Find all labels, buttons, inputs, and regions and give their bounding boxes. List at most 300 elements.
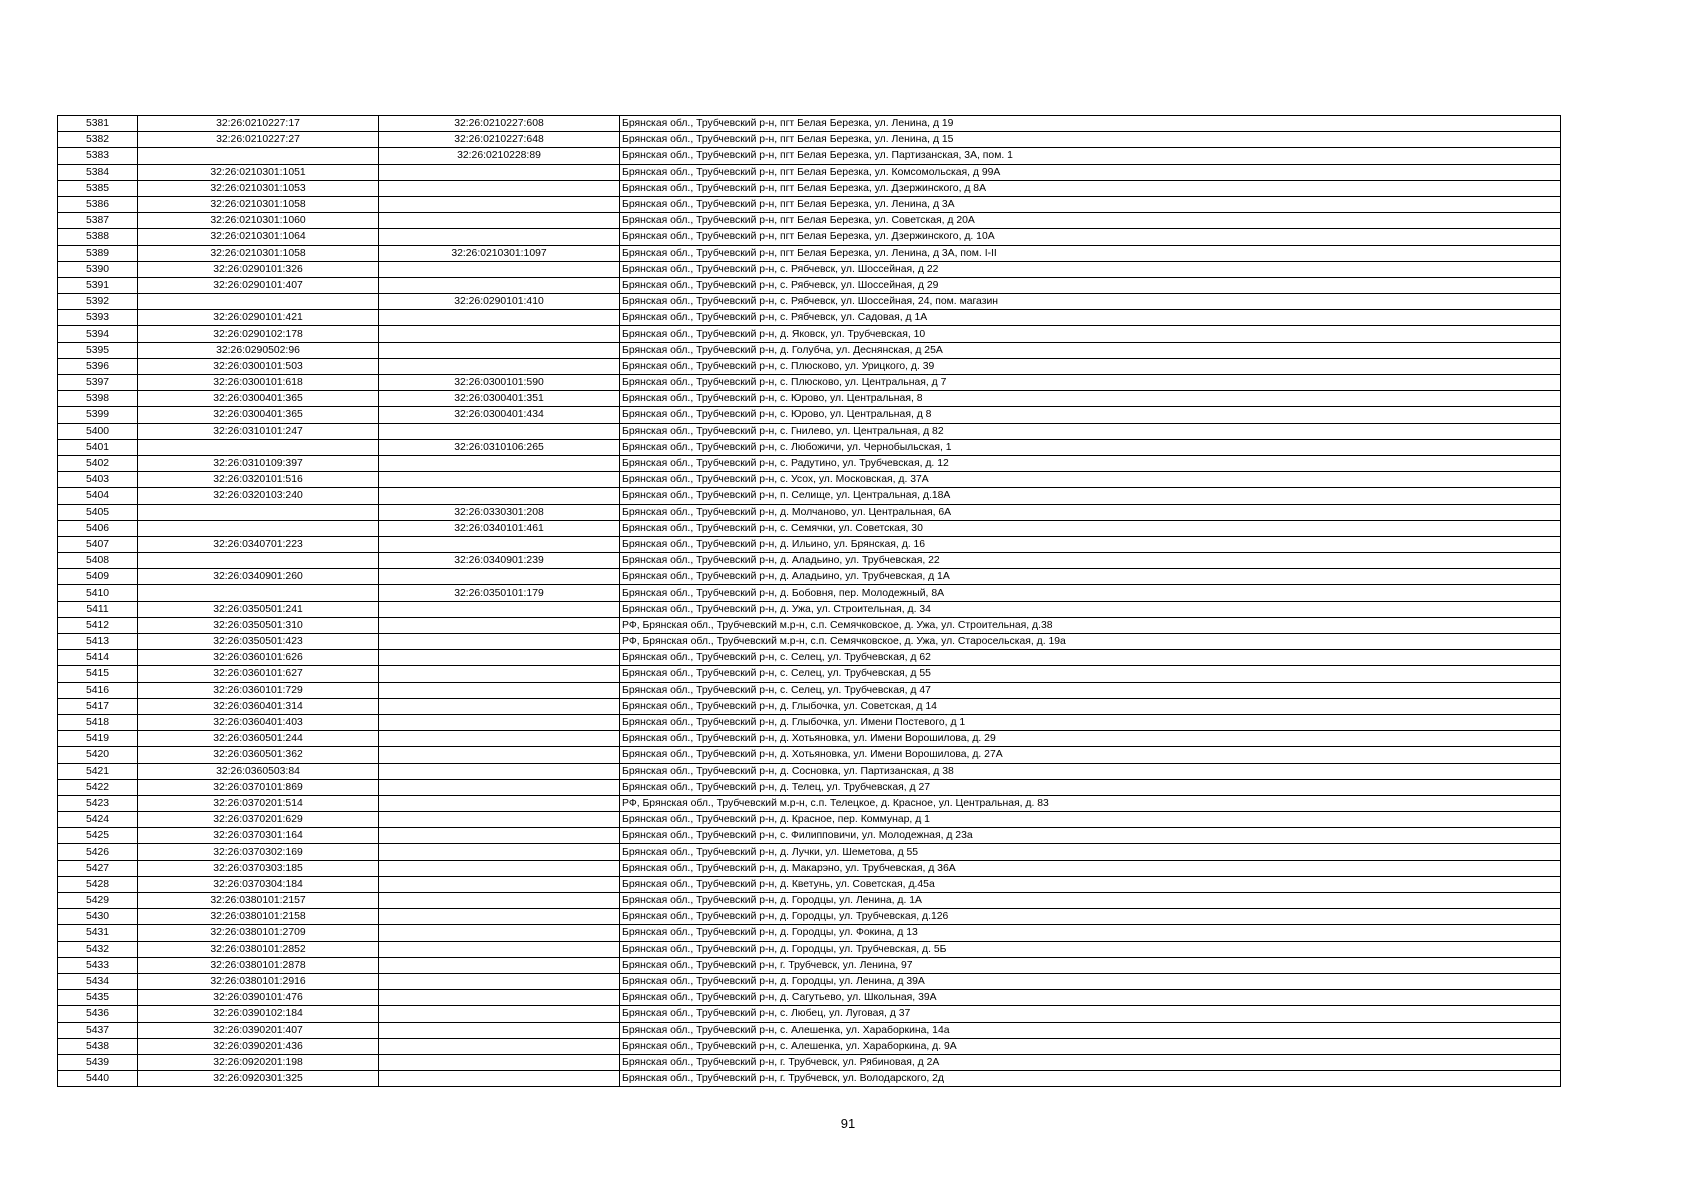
cadastral-number-cell: 32:26:0370101:869 — [138, 779, 379, 795]
building-cadastral-number-cell: 32:26:0210227:648 — [379, 132, 620, 148]
table-row — [58, 747, 1561, 763]
building-cadastral-number-cell — [379, 957, 620, 973]
row-number-cell: 5411 — [58, 601, 138, 617]
row-number-cell: 5430 — [58, 909, 138, 925]
row-number-cell: 5387 — [58, 213, 138, 229]
address-cell: Брянская обл., Трубчевский р-н, с. Селец, ул. Трубчевская, д 62 — [620, 650, 1561, 666]
table-row — [58, 472, 1561, 488]
cadastral-number-cell: 32:26:0380101:2158 — [138, 909, 379, 925]
cadastral-number-cell: 32:26:0210301:1058 — [138, 196, 379, 212]
address-cell: Брянская обл., Трубчевский р-н, с. Юрово, ул. Центральная, 8 — [620, 391, 1561, 407]
cadastral-number-cell: 32:26:0360101:729 — [138, 682, 379, 698]
building-cadastral-number-cell — [379, 213, 620, 229]
row-number-cell: 5386 — [58, 196, 138, 212]
row-number-cell: 5429 — [58, 893, 138, 909]
cadastral-number-cell: 32:26:0380101:2916 — [138, 973, 379, 989]
address-cell: Брянская обл., Трубчевский р-н, пгт Белая Березка, ул. Ленина, д 3А — [620, 196, 1561, 212]
building-cadastral-number-cell — [379, 196, 620, 212]
cadastral-number-cell — [138, 585, 379, 601]
row-number-cell: 5389 — [58, 245, 138, 261]
building-cadastral-number-cell — [379, 812, 620, 828]
row-number-cell: 5397 — [58, 375, 138, 391]
table-row — [58, 132, 1561, 148]
address-cell: Брянская обл., Трубчевский р-н, с. Рябчевск, ул. Шоссейная, д 29 — [620, 277, 1561, 293]
row-number-cell: 5416 — [58, 682, 138, 698]
row-number-cell: 5417 — [58, 698, 138, 714]
address-cell: Брянская обл., Трубчевский р-н, пгт Белая Березка, ул. Комсомольская, д 99А — [620, 164, 1561, 180]
table-row — [58, 213, 1561, 229]
cadastral-number-cell: 32:26:0380101:2157 — [138, 893, 379, 909]
building-cadastral-number-cell: 32:26:0210228:89 — [379, 148, 620, 164]
address-cell: Брянская обл., Трубчевский р-н, с. Плюсково, ул. Урицкого, д. 39 — [620, 358, 1561, 374]
table-row — [58, 196, 1561, 212]
building-cadastral-number-cell: 32:26:0300101:590 — [379, 375, 620, 391]
row-number-cell: 5425 — [58, 828, 138, 844]
cadastral-number-cell: 32:26:0290101:407 — [138, 277, 379, 293]
address-cell: Брянская обл., Трубчевский р-н, пгт Белая Березка, ул. Ленина, д 3А, пом. I-II — [620, 245, 1561, 261]
building-cadastral-number-cell — [379, 617, 620, 633]
table-row — [58, 488, 1561, 504]
cadastral-number-cell: 32:26:0360501:362 — [138, 747, 379, 763]
row-number-cell: 5422 — [58, 779, 138, 795]
address-cell: РФ, Брянская обл., Трубчевский м.р-н, с.п. Телецкое, д. Красное, ул. Центральная, д. 83 — [620, 795, 1561, 811]
address-cell: Брянская обл., Трубчевский р-н, с. Плюсково, ул. Центральная, д 7 — [620, 375, 1561, 391]
table-row — [58, 795, 1561, 811]
address-cell: Брянская обл., Трубчевский р-н, д. Кветунь, ул. Советская, д.45а — [620, 876, 1561, 892]
building-cadastral-number-cell — [379, 1038, 620, 1054]
row-number-cell: 5385 — [58, 180, 138, 196]
address-cell: Брянская обл., Трубчевский р-н, с. Филипповичи, ул. Молодежная, д 23а — [620, 828, 1561, 844]
row-number-cell: 5431 — [58, 925, 138, 941]
address-cell: Брянская обл., Трубчевский р-н, с. Усох, ул. Московская, д. 37А — [620, 472, 1561, 488]
building-cadastral-number-cell — [379, 277, 620, 293]
building-cadastral-number-cell: 32:26:0340901:239 — [379, 553, 620, 569]
table-row — [58, 763, 1561, 779]
row-number-cell: 5402 — [58, 455, 138, 471]
address-cell: Брянская обл., Трубчевский р-н, д. Яковск, ул. Трубчевская, 10 — [620, 326, 1561, 342]
table-row — [58, 909, 1561, 925]
building-cadastral-number-cell — [379, 1022, 620, 1038]
building-cadastral-number-cell — [379, 164, 620, 180]
row-number-cell: 5398 — [58, 391, 138, 407]
address-cell: Брянская обл., Трубчевский р-н, с. Селец, ул. Трубчевская, д 55 — [620, 666, 1561, 682]
cadastral-number-cell: 32:26:0920201:198 — [138, 1054, 379, 1070]
address-cell: Брянская обл., Трубчевский р-н, д. Сосновка, ул. Партизанская, д 38 — [620, 763, 1561, 779]
table-row — [58, 585, 1561, 601]
address-cell: Брянская обл., Трубчевский р-н, с. Радутино, ул. Трубчевская, д. 12 — [620, 455, 1561, 471]
address-cell: Брянская обл., Трубчевский р-н, д. Макарэно, ул. Трубчевская, д 36А — [620, 860, 1561, 876]
cadastral-number-cell: 32:26:0210301:1058 — [138, 245, 379, 261]
building-cadastral-number-cell — [379, 650, 620, 666]
table-row — [58, 277, 1561, 293]
table-row — [58, 731, 1561, 747]
cadastral-number-cell: 32:26:0370301:164 — [138, 828, 379, 844]
building-cadastral-number-cell — [379, 229, 620, 245]
row-number-cell: 5438 — [58, 1038, 138, 1054]
building-cadastral-number-cell — [379, 990, 620, 1006]
building-cadastral-number-cell — [379, 763, 620, 779]
table-row — [58, 245, 1561, 261]
cadastral-number-cell: 32:26:0350501:241 — [138, 601, 379, 617]
table-row — [58, 504, 1561, 520]
row-number-cell: 5428 — [58, 876, 138, 892]
building-cadastral-number-cell — [379, 666, 620, 682]
row-number-cell: 5401 — [58, 439, 138, 455]
cadastral-number-cell: 32:26:0210301:1064 — [138, 229, 379, 245]
address-cell: Брянская обл., Трубчевский р-н, пгт Белая Березка, ул. Партизанская, 3А, пом. 1 — [620, 148, 1561, 164]
building-cadastral-number-cell — [379, 358, 620, 374]
row-number-cell: 5414 — [58, 650, 138, 666]
table-row — [58, 229, 1561, 245]
address-cell: Брянская обл., Трубчевский р-н, п. Селище, ул. Центральная, д.18А — [620, 488, 1561, 504]
table-row — [58, 601, 1561, 617]
cadastral-number-cell — [138, 504, 379, 520]
table-row — [58, 973, 1561, 989]
table-row — [58, 569, 1561, 585]
address-cell: Брянская обл., Трубчевский р-н, д. Телец, ул. Трубчевская, д 27 — [620, 779, 1561, 795]
address-cell: Брянская обл., Трубчевский р-н, пгт Белая Березка, ул. Советская, д 20А — [620, 213, 1561, 229]
cadastral-number-cell: 32:26:0360503:84 — [138, 763, 379, 779]
table-row — [58, 261, 1561, 277]
cadastral-number-cell: 32:26:0210301:1060 — [138, 213, 379, 229]
building-cadastral-number-cell — [379, 261, 620, 277]
table-row — [58, 650, 1561, 666]
address-cell: Брянская обл., Трубчевский р-н, д. Глыбочка, ул. Советская, д 14 — [620, 698, 1561, 714]
table-row — [58, 682, 1561, 698]
cadastral-number-cell: 32:26:0290502:96 — [138, 342, 379, 358]
table-row — [58, 925, 1561, 941]
building-cadastral-number-cell: 32:26:0300401:351 — [379, 391, 620, 407]
building-cadastral-number-cell — [379, 795, 620, 811]
address-cell: Брянская обл., Трубчевский р-н, д. Голубча, ул. Деснянская, д 25А — [620, 342, 1561, 358]
table-row — [58, 828, 1561, 844]
building-cadastral-number-cell — [379, 423, 620, 439]
building-cadastral-number-cell — [379, 860, 620, 876]
building-cadastral-number-cell — [379, 488, 620, 504]
address-cell: Брянская обл., Трубчевский р-н, пгт Белая Березка, ул. Ленина, д 19 — [620, 116, 1561, 132]
table-row — [58, 375, 1561, 391]
table-row — [58, 116, 1561, 132]
building-cadastral-number-cell — [379, 472, 620, 488]
building-cadastral-number-cell: 32:26:0290101:410 — [379, 294, 620, 310]
table-row — [58, 148, 1561, 164]
row-number-cell: 5394 — [58, 326, 138, 342]
row-number-cell: 5440 — [58, 1071, 138, 1087]
registry-table — [57, 115, 1561, 1087]
registry-table-body — [58, 116, 1561, 1087]
cadastral-number-cell: 32:26:0370304:184 — [138, 876, 379, 892]
table-row — [58, 1038, 1561, 1054]
cadastral-number-cell: 32:26:0210227:17 — [138, 116, 379, 132]
cadastral-number-cell: 32:26:0380101:2878 — [138, 957, 379, 973]
building-cadastral-number-cell — [379, 714, 620, 730]
row-number-cell: 5434 — [58, 973, 138, 989]
cadastral-number-cell: 32:26:0340701:223 — [138, 536, 379, 552]
cadastral-number-cell: 32:26:0210301:1053 — [138, 180, 379, 196]
building-cadastral-number-cell — [379, 1054, 620, 1070]
building-cadastral-number-cell — [379, 682, 620, 698]
row-number-cell: 5408 — [58, 553, 138, 569]
cadastral-number-cell: 32:26:0360101:627 — [138, 666, 379, 682]
table-row — [58, 714, 1561, 730]
row-number-cell: 5400 — [58, 423, 138, 439]
building-cadastral-number-cell — [379, 536, 620, 552]
address-cell: Брянская обл., Трубчевский р-н, с. Юрово, ул. Центральная, д 8 — [620, 407, 1561, 423]
address-cell: Брянская обл., Трубчевский р-н, д. Хотьяновка, ул. Имени Ворошилова, д. 27А — [620, 747, 1561, 763]
table-row — [58, 860, 1561, 876]
table-row — [58, 164, 1561, 180]
row-number-cell: 5424 — [58, 812, 138, 828]
table-row — [58, 310, 1561, 326]
building-cadastral-number-cell — [379, 634, 620, 650]
table-row — [58, 342, 1561, 358]
building-cadastral-number-cell — [379, 601, 620, 617]
table-row — [58, 634, 1561, 650]
address-cell: Брянская обл., Трубчевский р-н, д. Аладьино, ул. Трубчевская, 22 — [620, 553, 1561, 569]
cadastral-number-cell — [138, 294, 379, 310]
cadastral-number-cell: 32:26:0350501:423 — [138, 634, 379, 650]
table-row — [58, 1006, 1561, 1022]
address-cell: Брянская обл., Трубчевский р-н, г. Трубчевск, ул. Рябиновая, д 2А — [620, 1054, 1561, 1070]
table-row — [58, 941, 1561, 957]
row-number-cell: 5410 — [58, 585, 138, 601]
cadastral-number-cell: 32:26:0390102:184 — [138, 1006, 379, 1022]
cadastral-number-cell: 32:26:0290101:326 — [138, 261, 379, 277]
building-cadastral-number-cell — [379, 844, 620, 860]
table-row — [58, 294, 1561, 310]
row-number-cell: 5436 — [58, 1006, 138, 1022]
address-cell: Брянская обл., Трубчевский р-н, с. Любожичи, ул. Чернобыльская, 1 — [620, 439, 1561, 455]
row-number-cell: 5382 — [58, 132, 138, 148]
table-row — [58, 180, 1561, 196]
building-cadastral-number-cell: 32:26:0330301:208 — [379, 504, 620, 520]
table-row — [58, 893, 1561, 909]
building-cadastral-number-cell: 32:26:0300401:434 — [379, 407, 620, 423]
row-number-cell: 5426 — [58, 844, 138, 860]
cadastral-number-cell: 32:26:0370201:629 — [138, 812, 379, 828]
building-cadastral-number-cell — [379, 779, 620, 795]
cadastral-number-cell: 32:26:0320101:516 — [138, 472, 379, 488]
building-cadastral-number-cell — [379, 941, 620, 957]
building-cadastral-number-cell — [379, 1071, 620, 1087]
building-cadastral-number-cell — [379, 973, 620, 989]
building-cadastral-number-cell: 32:26:0210301:1097 — [379, 245, 620, 261]
row-number-cell: 5395 — [58, 342, 138, 358]
row-number-cell: 5415 — [58, 666, 138, 682]
building-cadastral-number-cell: 32:26:0340101:461 — [379, 520, 620, 536]
table-row — [58, 439, 1561, 455]
cadastral-number-cell: 32:26:0300401:365 — [138, 407, 379, 423]
address-cell: Брянская обл., Трубчевский р-н, с. Алешенка, ул. Хараборкина, 14а — [620, 1022, 1561, 1038]
address-cell: Брянская обл., Трубчевский р-н, с. Селец, ул. Трубчевская, д 47 — [620, 682, 1561, 698]
cadastral-number-cell: 32:26:0300401:365 — [138, 391, 379, 407]
row-number-cell: 5404 — [58, 488, 138, 504]
address-cell: Брянская обл., Трубчевский р-н, д. Красное, пер. Коммунар, д 1 — [620, 812, 1561, 828]
cadastral-number-cell: 32:26:0360501:244 — [138, 731, 379, 747]
table-row — [58, 990, 1561, 1006]
row-number-cell: 5437 — [58, 1022, 138, 1038]
building-cadastral-number-cell — [379, 180, 620, 196]
cadastral-number-cell: 32:26:0360401:403 — [138, 714, 379, 730]
table-row — [58, 617, 1561, 633]
cadastral-number-cell: 32:26:0310109:397 — [138, 455, 379, 471]
address-cell: РФ, Брянская обл., Трубчевский м.р-н, с.п. Семячковское, д. Ужа, ул. Строительная, д.38 — [620, 617, 1561, 633]
cadastral-number-cell: 32:26:0290101:421 — [138, 310, 379, 326]
address-cell: Брянская обл., Трубчевский р-н, г. Трубчевск, ул. Ленина, 97 — [620, 957, 1561, 973]
row-number-cell: 5420 — [58, 747, 138, 763]
address-cell: РФ, Брянская обл., Трубчевский м.р-н, с.п. Семячковское, д. Ужа, ул. Старосельская, д. 19а — [620, 634, 1561, 650]
table-row — [58, 326, 1561, 342]
building-cadastral-number-cell — [379, 310, 620, 326]
cadastral-number-cell: 32:26:0340901:260 — [138, 569, 379, 585]
table-row — [58, 698, 1561, 714]
row-number-cell: 5381 — [58, 116, 138, 132]
row-number-cell: 5407 — [58, 536, 138, 552]
address-cell: Брянская обл., Трубчевский р-н, д. Бобовня, пер. Молодежный, 8А — [620, 585, 1561, 601]
row-number-cell: 5391 — [58, 277, 138, 293]
address-cell: Брянская обл., Трубчевский р-н, пгт Белая Березка, ул. Дзержинского, д. 10А — [620, 229, 1561, 245]
row-number-cell: 5427 — [58, 860, 138, 876]
building-cadastral-number-cell — [379, 569, 620, 585]
building-cadastral-number-cell — [379, 698, 620, 714]
cadastral-number-cell: 32:26:0320103:240 — [138, 488, 379, 504]
table-row — [58, 553, 1561, 569]
cadastral-number-cell: 32:26:0290102:178 — [138, 326, 379, 342]
table-row — [58, 812, 1561, 828]
address-cell: Брянская обл., Трубчевский р-н, с. Гнилево, ул. Центральная, д 82 — [620, 423, 1561, 439]
cadastral-number-cell: 32:26:0210301:1051 — [138, 164, 379, 180]
row-number-cell: 5432 — [58, 941, 138, 957]
cadastral-number-cell: 32:26:0390201:407 — [138, 1022, 379, 1038]
cadastral-number-cell — [138, 520, 379, 536]
address-cell: Брянская обл., Трубчевский р-н, пгт Белая Березка, ул. Дзержинского, д 8А — [620, 180, 1561, 196]
building-cadastral-number-cell — [379, 747, 620, 763]
page-number: 91 — [840, 1116, 856, 1131]
cadastral-number-cell: 32:26:0390201:436 — [138, 1038, 379, 1054]
table-row — [58, 876, 1561, 892]
cadastral-number-cell: 32:26:0920301:325 — [138, 1071, 379, 1087]
row-number-cell: 5439 — [58, 1054, 138, 1070]
row-number-cell: 5421 — [58, 763, 138, 779]
building-cadastral-number-cell — [379, 731, 620, 747]
building-cadastral-number-cell — [379, 326, 620, 342]
building-cadastral-number-cell: 32:26:0350101:179 — [379, 585, 620, 601]
table-row — [58, 520, 1561, 536]
cadastral-number-cell: 32:26:0210227:27 — [138, 132, 379, 148]
address-cell: Брянская обл., Трубчевский р-н, с. Рябчевск, ул. Шоссейная, 24, пом. магазин — [620, 294, 1561, 310]
row-number-cell: 5384 — [58, 164, 138, 180]
address-cell: Брянская обл., Трубчевский р-н, д. Городцы, ул. Трубчевская, д.126 — [620, 909, 1561, 925]
table-row — [58, 423, 1561, 439]
cadastral-number-cell: 32:26:0370303:185 — [138, 860, 379, 876]
table-row — [58, 1054, 1561, 1070]
row-number-cell: 5403 — [58, 472, 138, 488]
cadastral-number-cell: 32:26:0380101:2852 — [138, 941, 379, 957]
table-row — [58, 536, 1561, 552]
building-cadastral-number-cell — [379, 893, 620, 909]
row-number-cell: 5383 — [58, 148, 138, 164]
building-cadastral-number-cell: 32:26:0210227:608 — [379, 116, 620, 132]
row-number-cell: 5419 — [58, 731, 138, 747]
building-cadastral-number-cell — [379, 1006, 620, 1022]
cadastral-number-cell: 32:26:0360101:626 — [138, 650, 379, 666]
table-row — [58, 1022, 1561, 1038]
address-cell: Брянская обл., Трубчевский р-н, пгт Белая Березка, ул. Ленина, д 15 — [620, 132, 1561, 148]
table-row — [58, 455, 1561, 471]
table-row — [58, 391, 1561, 407]
row-number-cell: 5413 — [58, 634, 138, 650]
row-number-cell: 5423 — [58, 795, 138, 811]
address-cell: Брянская обл., Трубчевский р-н, д. Ужа, ул. Строительная, д. 34 — [620, 601, 1561, 617]
table-row — [58, 779, 1561, 795]
table-row — [58, 957, 1561, 973]
address-cell: Брянская обл., Трубчевский р-н, с. Рябчевск, ул. Садовая, д 1А — [620, 310, 1561, 326]
address-cell: Брянская обл., Трубчевский р-н, д. Лучки, ул. Шеметова, д 55 — [620, 844, 1561, 860]
row-number-cell: 5412 — [58, 617, 138, 633]
row-number-cell: 5406 — [58, 520, 138, 536]
building-cadastral-number-cell — [379, 876, 620, 892]
address-cell: Брянская обл., Трубчевский р-н, д. Городцы, ул. Ленина, д 39А — [620, 973, 1561, 989]
table-row — [58, 1071, 1561, 1087]
address-cell: Брянская обл., Трубчевский р-н, д. Городцы, ул. Ленина, д. 1А — [620, 893, 1561, 909]
row-number-cell: 5405 — [58, 504, 138, 520]
row-number-cell: 5399 — [58, 407, 138, 423]
building-cadastral-number-cell — [379, 925, 620, 941]
row-number-cell: 5433 — [58, 957, 138, 973]
cadastral-number-cell — [138, 553, 379, 569]
address-cell: Брянская обл., Трубчевский р-н, с. Любец, ул. Луговая, д 37 — [620, 1006, 1561, 1022]
table-row — [58, 407, 1561, 423]
address-cell: Брянская обл., Трубчевский р-н, д. Городцы, ул. Трубчевская, д. 5Б — [620, 941, 1561, 957]
row-number-cell: 5388 — [58, 229, 138, 245]
building-cadastral-number-cell: 32:26:0310106:265 — [379, 439, 620, 455]
building-cadastral-number-cell — [379, 342, 620, 358]
cadastral-number-cell: 32:26:0300101:503 — [138, 358, 379, 374]
cadastral-number-cell — [138, 148, 379, 164]
address-cell: Брянская обл., Трубчевский р-н, д. Сагутьево, ул. Школьная, 39А — [620, 990, 1561, 1006]
address-cell: Брянская обл., Трубчевский р-н, д. Молчаново, ул. Центральная, 6А — [620, 504, 1561, 520]
cadastral-number-cell — [138, 439, 379, 455]
address-cell: Брянская обл., Трубчевский р-н, д. Городцы, ул. Фокина, д 13 — [620, 925, 1561, 941]
cadastral-number-cell: 32:26:0360401:314 — [138, 698, 379, 714]
row-number-cell: 5409 — [58, 569, 138, 585]
row-number-cell: 5393 — [58, 310, 138, 326]
cadastral-number-cell: 32:26:0310101:247 — [138, 423, 379, 439]
building-cadastral-number-cell — [379, 828, 620, 844]
address-cell: Брянская обл., Трубчевский р-н, д. Хотьяновка, ул. Имени Ворошилова, д. 29 — [620, 731, 1561, 747]
address-cell: Брянская обл., Трубчевский р-н, г. Трубчевск, ул. Володарского, 2д — [620, 1071, 1561, 1087]
row-number-cell: 5418 — [58, 714, 138, 730]
table-row — [58, 666, 1561, 682]
row-number-cell: 5435 — [58, 990, 138, 1006]
table-row — [58, 358, 1561, 374]
cadastral-number-cell: 32:26:0350501:310 — [138, 617, 379, 633]
address-cell: Брянская обл., Трубчевский р-н, с. Алешенка, ул. Хараборкина, д. 9А — [620, 1038, 1561, 1054]
address-cell: Брянская обл., Трубчевский р-н, д. Глыбочка, ул. Имени Постевого, д 1 — [620, 714, 1561, 730]
cadastral-number-cell: 32:26:0370302:169 — [138, 844, 379, 860]
cadastral-number-cell: 32:26:0380101:2709 — [138, 925, 379, 941]
address-cell: Брянская обл., Трубчевский р-н, д. Ильино, ул. Брянская, д. 16 — [620, 536, 1561, 552]
address-cell: Брянская обл., Трубчевский р-н, д. Аладьино, ул. Трубчевская, д 1А — [620, 569, 1561, 585]
building-cadastral-number-cell — [379, 909, 620, 925]
cadastral-number-cell: 32:26:0370201:514 — [138, 795, 379, 811]
row-number-cell: 5390 — [58, 261, 138, 277]
cadastral-number-cell: 32:26:0390101:476 — [138, 990, 379, 1006]
table-row — [58, 844, 1561, 860]
building-cadastral-number-cell — [379, 455, 620, 471]
address-cell: Брянская обл., Трубчевский р-н, с. Семячки, ул. Советская, 30 — [620, 520, 1561, 536]
cadastral-number-cell: 32:26:0300101:618 — [138, 375, 379, 391]
